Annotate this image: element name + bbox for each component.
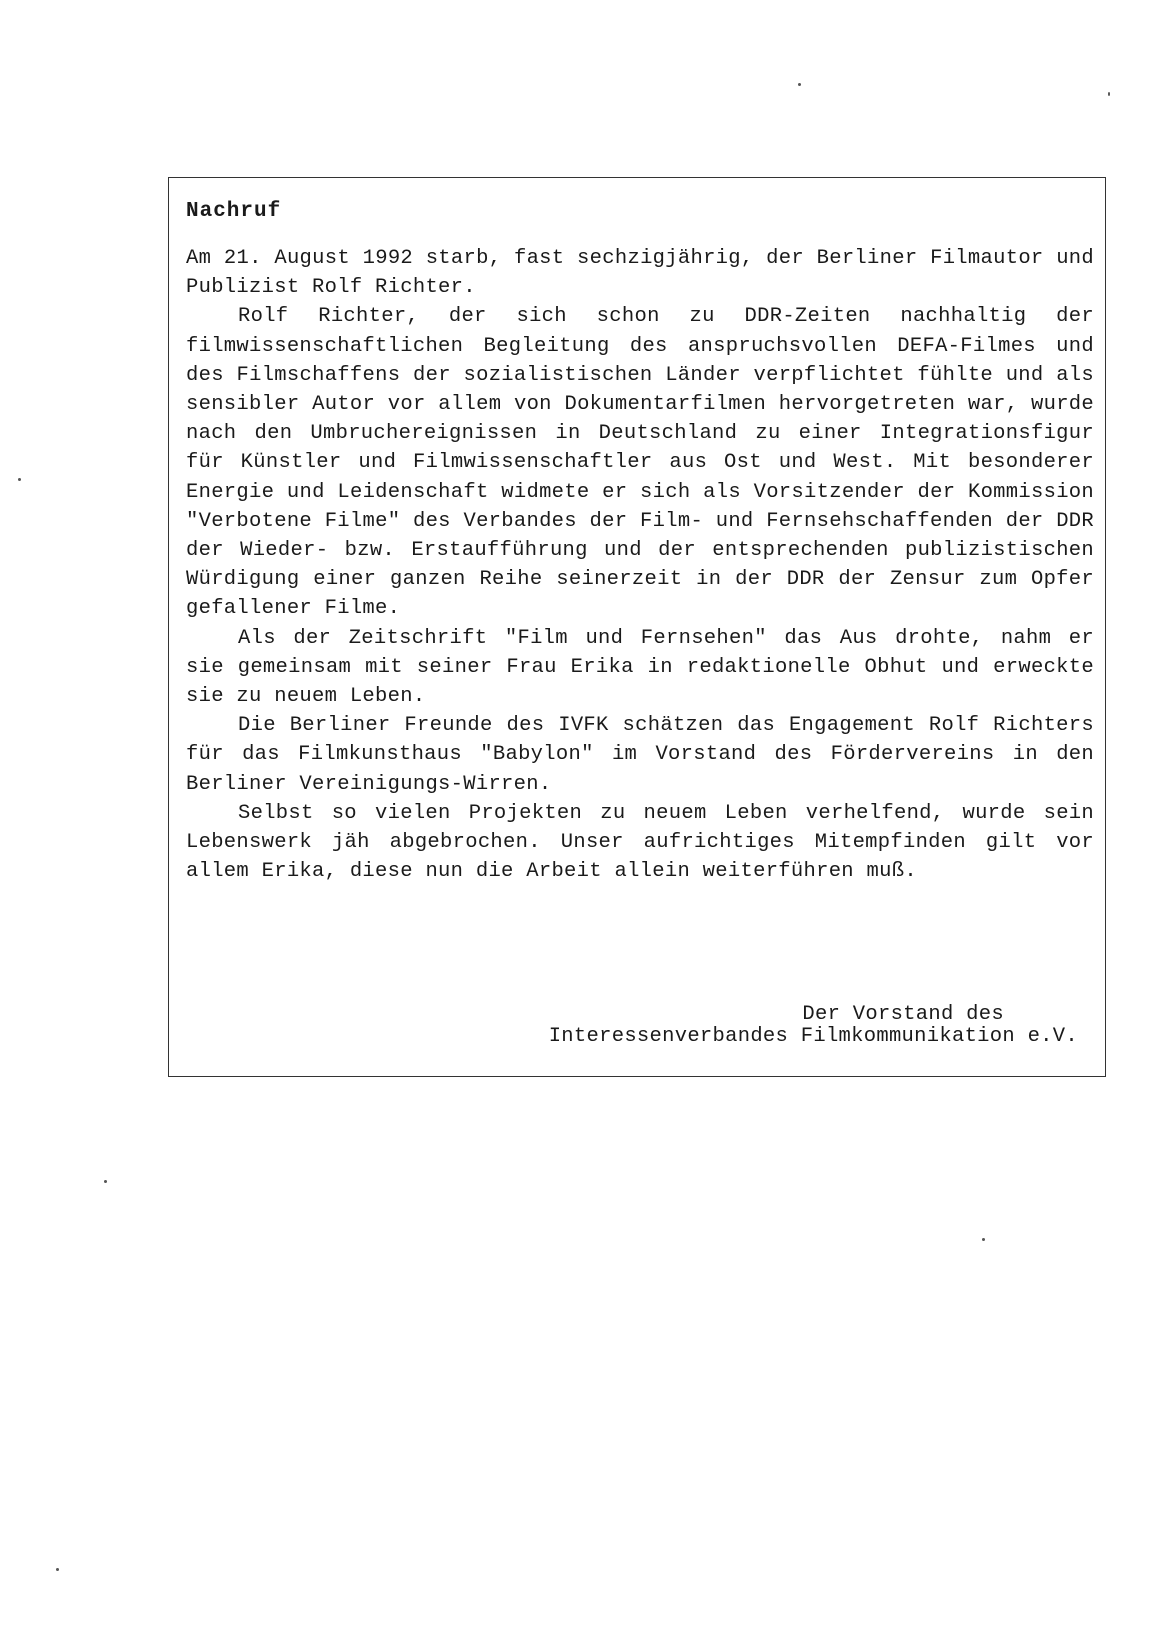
obituary-paragraph-4: Die Berliner Freunde des IVFK schätzen das Engagement Rolf Richters für das Filmkunsthaus "Babylon" im Vorstand des Fördervereins in den Berliner Vereinigungs-Wirren. <box>186 714 1094 796</box>
scan-speck <box>56 1568 59 1571</box>
obituary-paragraph-2: Rolf Richter, der sich schon zu DDR-Zeiten nachhaltig der filmwissenschaftlichen Begleitung des anspruchsvollen DEFA-Filmes und des Filmschaffens der sozialistischen Länder verpflichtet fühlte und als sensibler Autor vor allem von Dokumentarfilmen hervorgetreten war, wurde nach den Umbruchereignissen in Deutschland zu einer Integrationsfigur für Künstler und Filmwissenschaftler aus Ost und West. Mit besonderer Energie und Leidenschaft widmete er sich als Vorsitzender der Kommission "Verbotene Filme" des Verbandes der Film- und Fernsehschaffenden der DDR der Wieder- bzw. Erstaufführung und der entsprechenden publizistischen Würdigung einer ganzen Reihe seinerzeit in der DDR der Zensur zum Opfer gefallener Filme. <box>186 305 1094 621</box>
signature-line-2: Interessenverbandes Filmkommunikation e.V. <box>548 1025 1078 1048</box>
obituary-body <box>186 244 1094 886</box>
scan-speck <box>798 83 801 86</box>
scan-speck <box>982 1238 985 1241</box>
scan-speck <box>104 1180 107 1183</box>
bleed-through-text <box>738 152 949 174</box>
signature-line-1: Der Vorstand des <box>802 1003 1004 1026</box>
obituary-paragraph-3: Als der Zeitschrift "Film und Fernsehen" das Aus drohte, nahm er sie gemeinsam mit seiner Frau Erika in redaktionelle Obhut und erweckte sie zu neuem Leben. <box>186 626 1094 709</box>
scan-speck <box>18 478 21 481</box>
obituary-paragraph-5: Selbst so vielen Projekten zu neuem Leben verhelfend, wurde sein Lebenswerk jäh abgebrochen. Unser aufrichtiges Mitempfinden gilt vor allem Erika, diese nun die Arbeit allein weiterführen muß. <box>186 801 1094 884</box>
scan-speck <box>1108 92 1110 96</box>
obituary-title: Nachruf <box>186 200 282 223</box>
obituary-paragraph-1: Am 21. August 1992 starb, fast sechzigjährig, der Berliner Filmautor und Publizist Rolf Richter. <box>186 247 1094 300</box>
obituary-signature <box>549 1004 1078 1048</box>
